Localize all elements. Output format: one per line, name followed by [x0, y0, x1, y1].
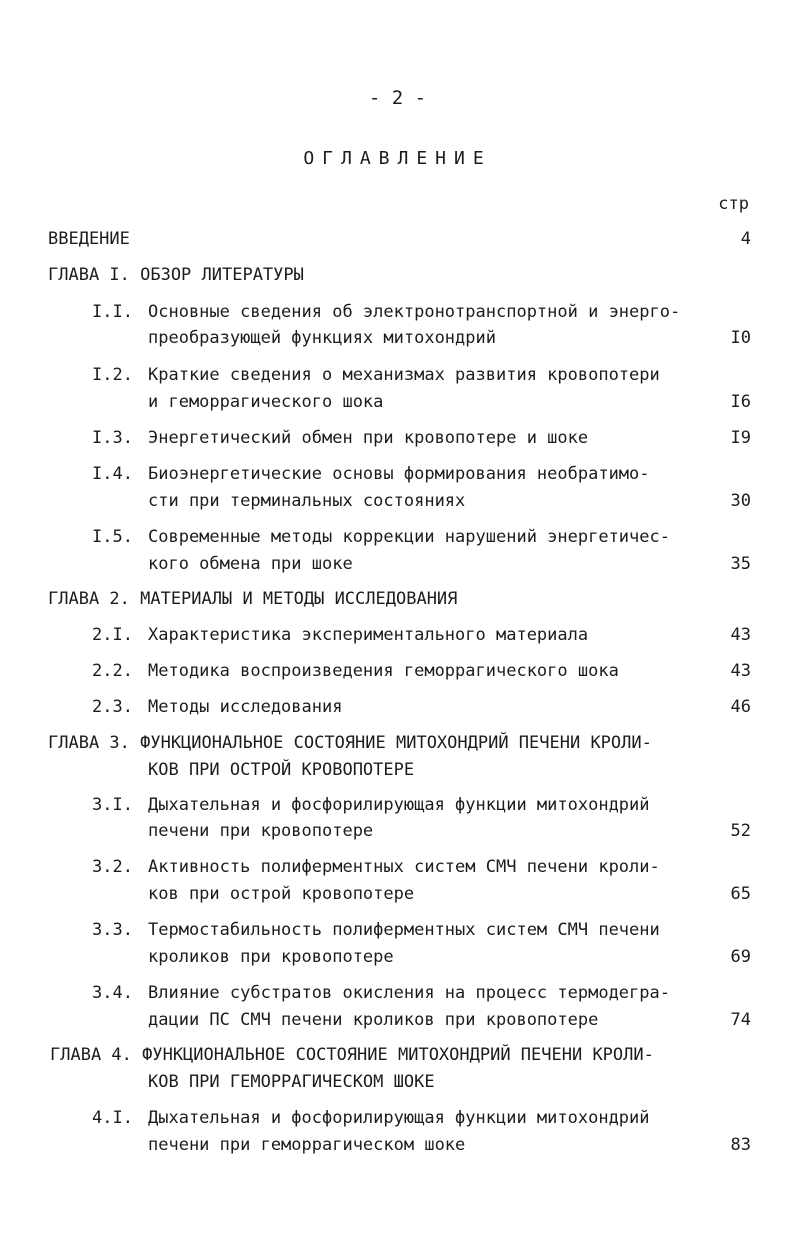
toc-section-number: I.2.	[92, 365, 133, 385]
toc-section-number: 2.3.	[92, 697, 133, 717]
toc-section-title: Современные методы коррекции нарушений энергетичес-	[148, 527, 670, 547]
toc-section-number: 3.3.	[92, 920, 133, 940]
toc-entry-page: 74	[730, 1010, 751, 1030]
toc-section-number: 3.I.	[92, 795, 133, 815]
toc-chapter-heading: ГЛАВА 4. ФУНКЦИОНАЛЬНОЕ СОСТОЯНИЕ МИТОХОНДРИЙ ПЕЧЕНИ КРОЛИ-	[50, 1045, 654, 1065]
toc-entry-page: 43	[730, 661, 751, 681]
toc-section-title-cont: сти при терминальных состояниях	[148, 491, 466, 511]
toc-chapter-heading: ГЛАВА 2. МАТЕРИАЛЫ И МЕТОДЫ ИССЛЕДОВАНИЯ	[48, 589, 458, 609]
toc-entry-page: 83	[730, 1135, 751, 1155]
toc-section-title: Методика воспроизведения геморрагического шока	[148, 661, 619, 681]
toc-section-title-cont: печени при кровопотере	[148, 821, 374, 841]
toc-chapter-heading-cont: КОВ ПРИ ГЕМОРРАГИЧЕСКОМ ШОКЕ	[148, 1072, 435, 1092]
toc-section-number: I.3.	[92, 428, 133, 448]
toc-chapter-heading: ГЛАВА I. ОБЗОР ЛИТЕРАТУРЫ	[48, 265, 304, 285]
toc-entry-page: 65	[730, 884, 751, 904]
toc-section-title-cont: и геморрагического шока	[148, 392, 384, 412]
toc-section-title-cont: кого обмена при шоке	[148, 554, 353, 574]
toc-entry-page: 35	[730, 554, 751, 574]
toc-entry-page: I6	[730, 392, 751, 412]
toc-section-title-cont: кроликов при кровопотере	[148, 947, 394, 967]
toc-section-title: Активность полиферментных систем СМЧ печени кроли-	[148, 857, 660, 877]
page-column-header: стр	[718, 194, 749, 214]
page-number: - 2 -	[368, 87, 427, 109]
toc-entry-page: 4	[740, 229, 751, 249]
toc-entry-page: I9	[730, 428, 751, 448]
toc-section-title: Методы исследования	[148, 697, 343, 717]
toc-section-number: 3.4.	[92, 983, 133, 1003]
toc-entry-page: 52	[730, 821, 751, 841]
toc-entry-page: 43	[730, 625, 751, 645]
toc-section-number: I.5.	[92, 527, 133, 547]
toc-section-title: Краткие сведения о механизмах развития кровопотери	[148, 365, 660, 385]
toc-entry-heading: ВВЕДЕНИЕ	[48, 229, 130, 249]
toc-section-title: Биоэнергетические основы формирования необратимо-	[148, 464, 650, 484]
toc-section-number: 2.2.	[92, 661, 133, 681]
toc-section-number: 2.I.	[92, 625, 133, 645]
toc-section-title: Дыхательная и фосфорилирующая функции митохондрий	[148, 795, 650, 815]
toc-section-number: 4.I.	[92, 1108, 133, 1128]
toc-section-title: Влияние субстратов окисления на процесс термодегра-	[148, 983, 670, 1003]
toc-entry-page: 69	[730, 947, 751, 967]
toc-entry-page: 46	[730, 697, 751, 717]
toc-section-title: Характеристика экспериментального материала	[148, 625, 589, 645]
toc-section-title: Энергетический обмен при кровопотере и шоке	[148, 428, 589, 448]
toc-section-number: I.I.	[92, 302, 133, 322]
toc-section-title-cont: печени при геморрагическом шоке	[148, 1135, 466, 1155]
toc-chapter-heading-cont: КОВ ПРИ ОСТРОЙ КРОВОПОТЕРЕ	[148, 760, 415, 780]
toc-section-number: 3.2.	[92, 857, 133, 877]
toc-section-title-cont: преобразующей функциях митохондрий	[148, 328, 496, 348]
toc-section-title-cont: дации ПС СМЧ печени кроликов при кровопотере	[148, 1010, 599, 1030]
toc-entry-page: I0	[730, 328, 751, 348]
toc-entry-page: 30	[730, 491, 751, 511]
toc-chapter-heading: ГЛАВА 3. ФУНКЦИОНАЛЬНОЕ СОСТОЯНИЕ МИТОХОНДРИЙ ПЕЧЕНИ КРОЛИ-	[48, 733, 652, 753]
toc-section-number: I.4.	[92, 464, 133, 484]
toc-section-title: Основные сведения об электронотранспортной и энерго-	[148, 302, 681, 322]
toc-section-title: Дыхательная и фосфорилирующая функции митохондрий	[148, 1108, 650, 1128]
toc-section-title-cont: ков при острой кровопотере	[148, 884, 415, 904]
page-title: ОГЛАВЛЕНИЕ	[303, 148, 492, 169]
toc-section-title: Термостабильность полиферментных систем СМЧ печени	[148, 920, 660, 940]
